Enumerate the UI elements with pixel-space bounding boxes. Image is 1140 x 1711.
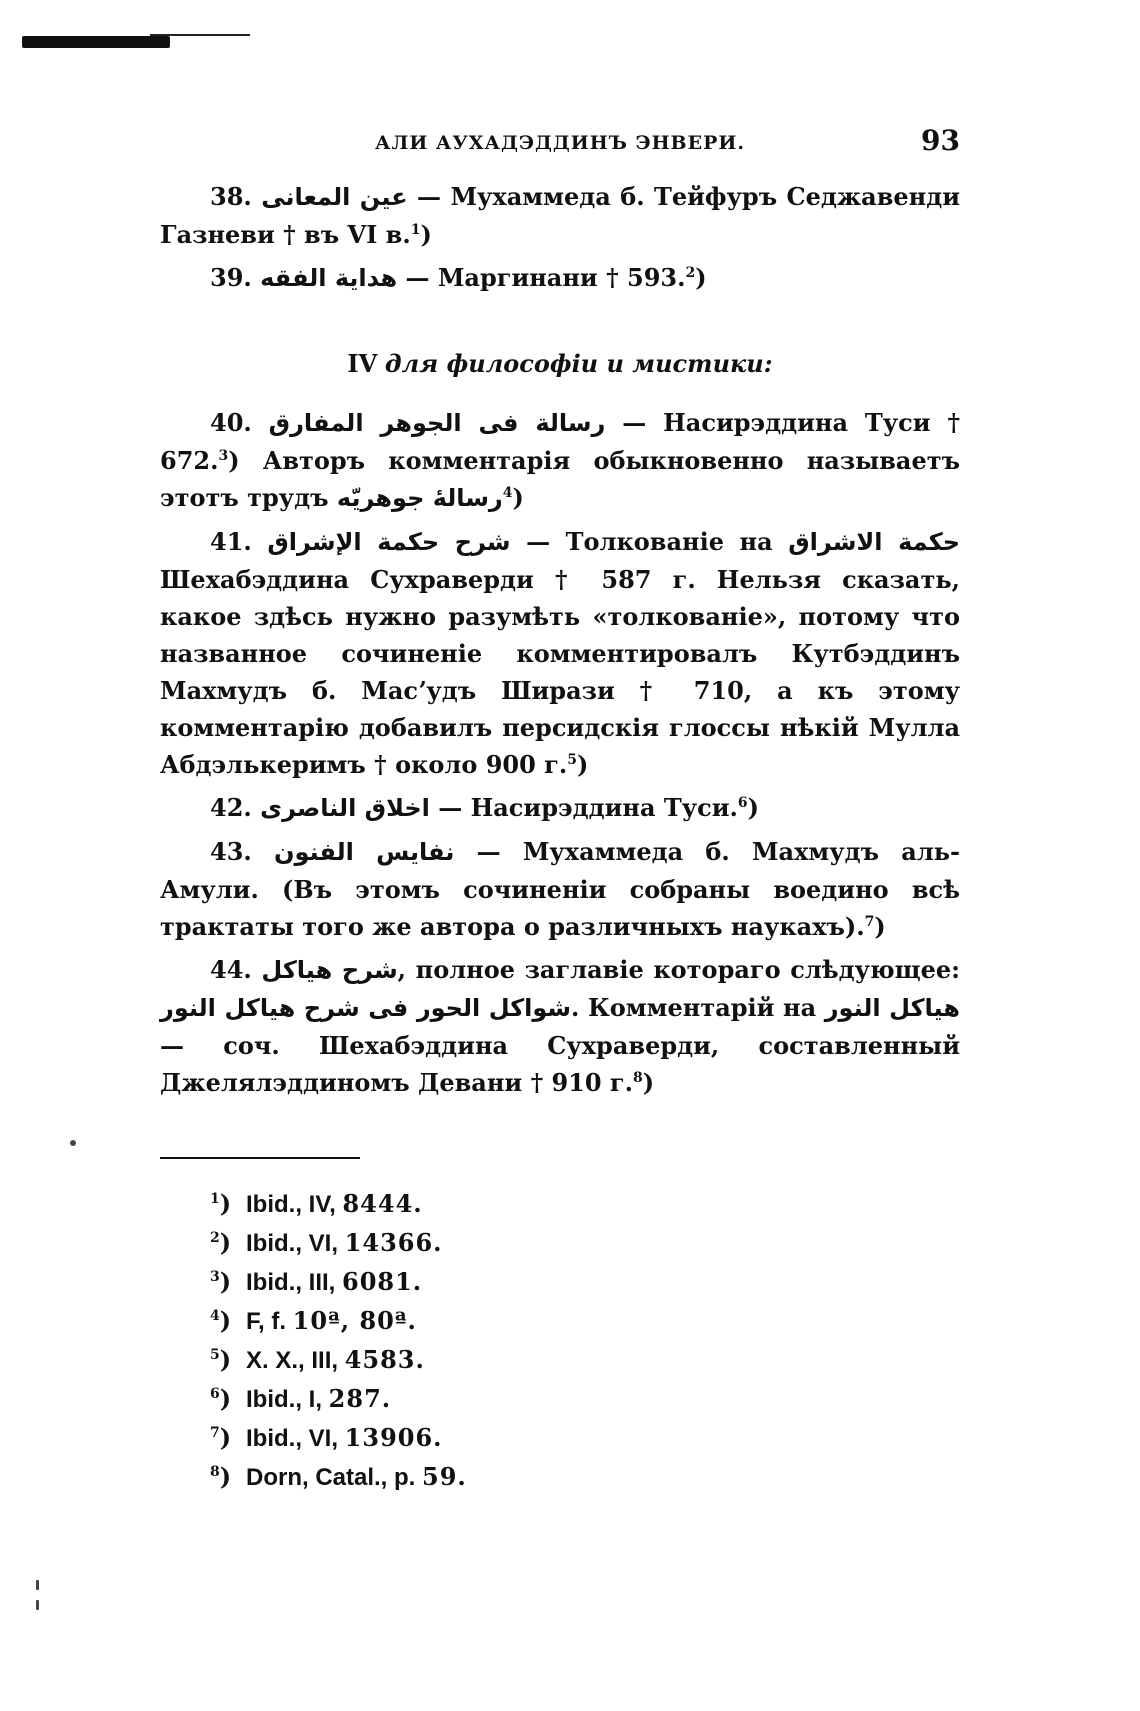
footnote-marker: 6 [210, 1386, 220, 1402]
footnote-text: Ibid., VI, [246, 1230, 345, 1257]
footnote-close: ) [420, 220, 432, 249]
running-title: АЛИ АУХАДЭДДИНЪ ЭНВЕРИ. [375, 132, 745, 154]
footnote-close: ) [747, 793, 759, 822]
footnote-text: Ibid., VI, [246, 1425, 345, 1452]
arabic-title: شرح حكمة الإشراق [267, 528, 511, 556]
entry-text: — Мухаммеда б. Тейфуръ Седжавенди Газневи † въ VI в. [160, 182, 961, 249]
footnote-text: Ibid., I, [246, 1386, 329, 1413]
arabic-title-2: حكمة الاشراق [788, 528, 960, 556]
entry-38 [160, 178, 960, 253]
footnote-marker: 3 [210, 1269, 220, 1285]
footnote-marker: 4 [210, 1308, 220, 1324]
entry-41 [160, 523, 960, 783]
footnote-close: ) [512, 483, 524, 512]
footnote-number: 4583. [344, 1345, 425, 1374]
arabic-title-2: شواكل الحور فى شرح هياكل النور [160, 994, 572, 1022]
footnote-ref: 2 [685, 265, 696, 281]
footnote-number: 8444. [342, 1189, 423, 1218]
footnote-8: $^8$) Dorn, Catal., p. 59. [210, 1462, 467, 1491]
footnote-marker: 7 [210, 1425, 220, 1441]
footnote-ref: 8 [633, 1070, 643, 1086]
footnote-7: $^7$) Ibid., VI, 13906. [210, 1423, 443, 1452]
footnote-number: 287. [328, 1384, 392, 1413]
arabic-title: اخلاق الناصرى [260, 794, 430, 822]
entry-number: 44. [210, 955, 252, 984]
entry-text: — Насирэддина Туси † 672. [160, 408, 960, 475]
footnote-number: 6081. [342, 1267, 423, 1296]
footnote-text: X. X., III, [246, 1347, 345, 1374]
page [160, 120, 960, 1497]
footnote-2: $^2$) Ibid., VI, 14366. [210, 1228, 443, 1257]
entry-text: — Толкованіе на [510, 527, 789, 556]
entry-text-3: — соч. Шехабэддина Сухраверди, составленный Джелялэддиномъ Девани † 910 г. [160, 1031, 960, 1097]
entry-number: 43. [210, 837, 252, 866]
footnote-number: 10ª, 80ª. [292, 1306, 417, 1335]
entry-number: 41. [210, 527, 252, 556]
scan-mark-line [150, 34, 250, 36]
footnote-marker: 8 [210, 1464, 220, 1480]
entry-43 [160, 833, 960, 945]
speck [36, 1600, 39, 1610]
speck [36, 1580, 39, 1590]
arabic-title: نفايس الفنون [274, 838, 455, 866]
entry-number: 39. [210, 263, 252, 292]
footnote-ref: 5 [567, 752, 577, 768]
page-number: 93 [921, 124, 960, 157]
section-numeral: IV [347, 349, 378, 378]
entry-42 [160, 789, 960, 827]
footnote-text: F, f. [246, 1308, 293, 1335]
footnote-ref: 3 [218, 448, 229, 464]
entry-number: 38. [210, 182, 252, 211]
entry-40 [160, 404, 960, 517]
footnote-3: $^3$) Ibid., III, 6081. [210, 1267, 423, 1296]
footnote-number: 13906. [344, 1423, 443, 1452]
entry-text: , полное заглавіе котораго слѣдующее: [397, 955, 960, 984]
footnote-ref-2: 4 [502, 485, 513, 501]
entry-number: 40. [210, 408, 252, 437]
entry-39 [160, 259, 960, 297]
arabic-title: شرح هياكل [261, 956, 398, 984]
arabic-title: عين المعانى [261, 183, 408, 211]
entry-44 [160, 951, 960, 1101]
footnote-number: 14366. [344, 1228, 443, 1257]
entry-number: 42. [210, 793, 252, 822]
footnote-text: Ibid., III, [246, 1269, 342, 1296]
arabic-title-3: هياكل النور [824, 994, 960, 1022]
footnote-close: ) [576, 750, 589, 779]
footnote-marker: 5 [210, 1347, 220, 1363]
running-head [160, 120, 960, 164]
footnote-marker: 2 [210, 1230, 220, 1246]
arabic-title-2: رسالهٔ جوهريّه [336, 484, 503, 512]
footnote-ref: 1 [410, 222, 421, 238]
footnote-text: Dorn, Catal., p. [246, 1464, 423, 1491]
entry-text-2: ) Авторъ комментарія обыкновенно называетъ этотъ трудъ [160, 446, 960, 512]
entry-text-2: . Комментарій на [571, 993, 825, 1022]
footnote-close: ) [642, 1068, 655, 1097]
footnote-6: $^6$) Ibid., I, 287. [210, 1384, 392, 1413]
footnote-1: $^1$) Ibid., IV, 8444. [210, 1189, 423, 1218]
footnote-close: ) [695, 263, 707, 292]
arabic-title: هداية الفقه [260, 264, 398, 292]
section-title: для философіи и мистики: [384, 349, 773, 378]
entry-text: — Маргинани † 593. [397, 263, 686, 292]
footnote-close: ) [874, 912, 886, 941]
entry-text: — Насирэддина Туси. [429, 793, 738, 822]
section-heading [160, 349, 960, 378]
footnote-text: Ibid., IV, [246, 1191, 343, 1218]
scan-mark [22, 36, 170, 48]
footnote-4: $^4$) F, f. 10ª, 80ª. [210, 1306, 417, 1335]
footnote-ref: 6 [737, 795, 748, 811]
footnote-marker: 1 [210, 1191, 220, 1207]
footnote-rule [160, 1157, 360, 1159]
arabic-title: رسالة فى الجوهر المفارق [268, 409, 606, 437]
speck [70, 1140, 76, 1146]
footnote-5: $^5$) X. X., III, 4583. [210, 1345, 425, 1374]
footnotes [210, 1185, 960, 1497]
footnote-ref: 7 [864, 914, 875, 930]
footnote-number: 59. [422, 1462, 467, 1491]
entry-text: — Мухаммеда б. Махмудъ аль-Амули. (Въ этомъ сочиненіи собраны воедино всѣ трактаты того же автора о различныхъ наукахъ). [160, 837, 960, 941]
entry-text-2: Шехабэддина Сухраверди † 587 г. Нельзя сказать, какое здѣсь нужно разумѣть «толкованіе», потому что названное сочиненіе комментировалъ Кутбэддинъ Махмудъ б. Масʼудъ Ширази † 710, а къ этому комментарію добавилъ персидскія глоссы нѣкій Мулла Абдэлькеримъ † около 900 г. [160, 565, 960, 779]
